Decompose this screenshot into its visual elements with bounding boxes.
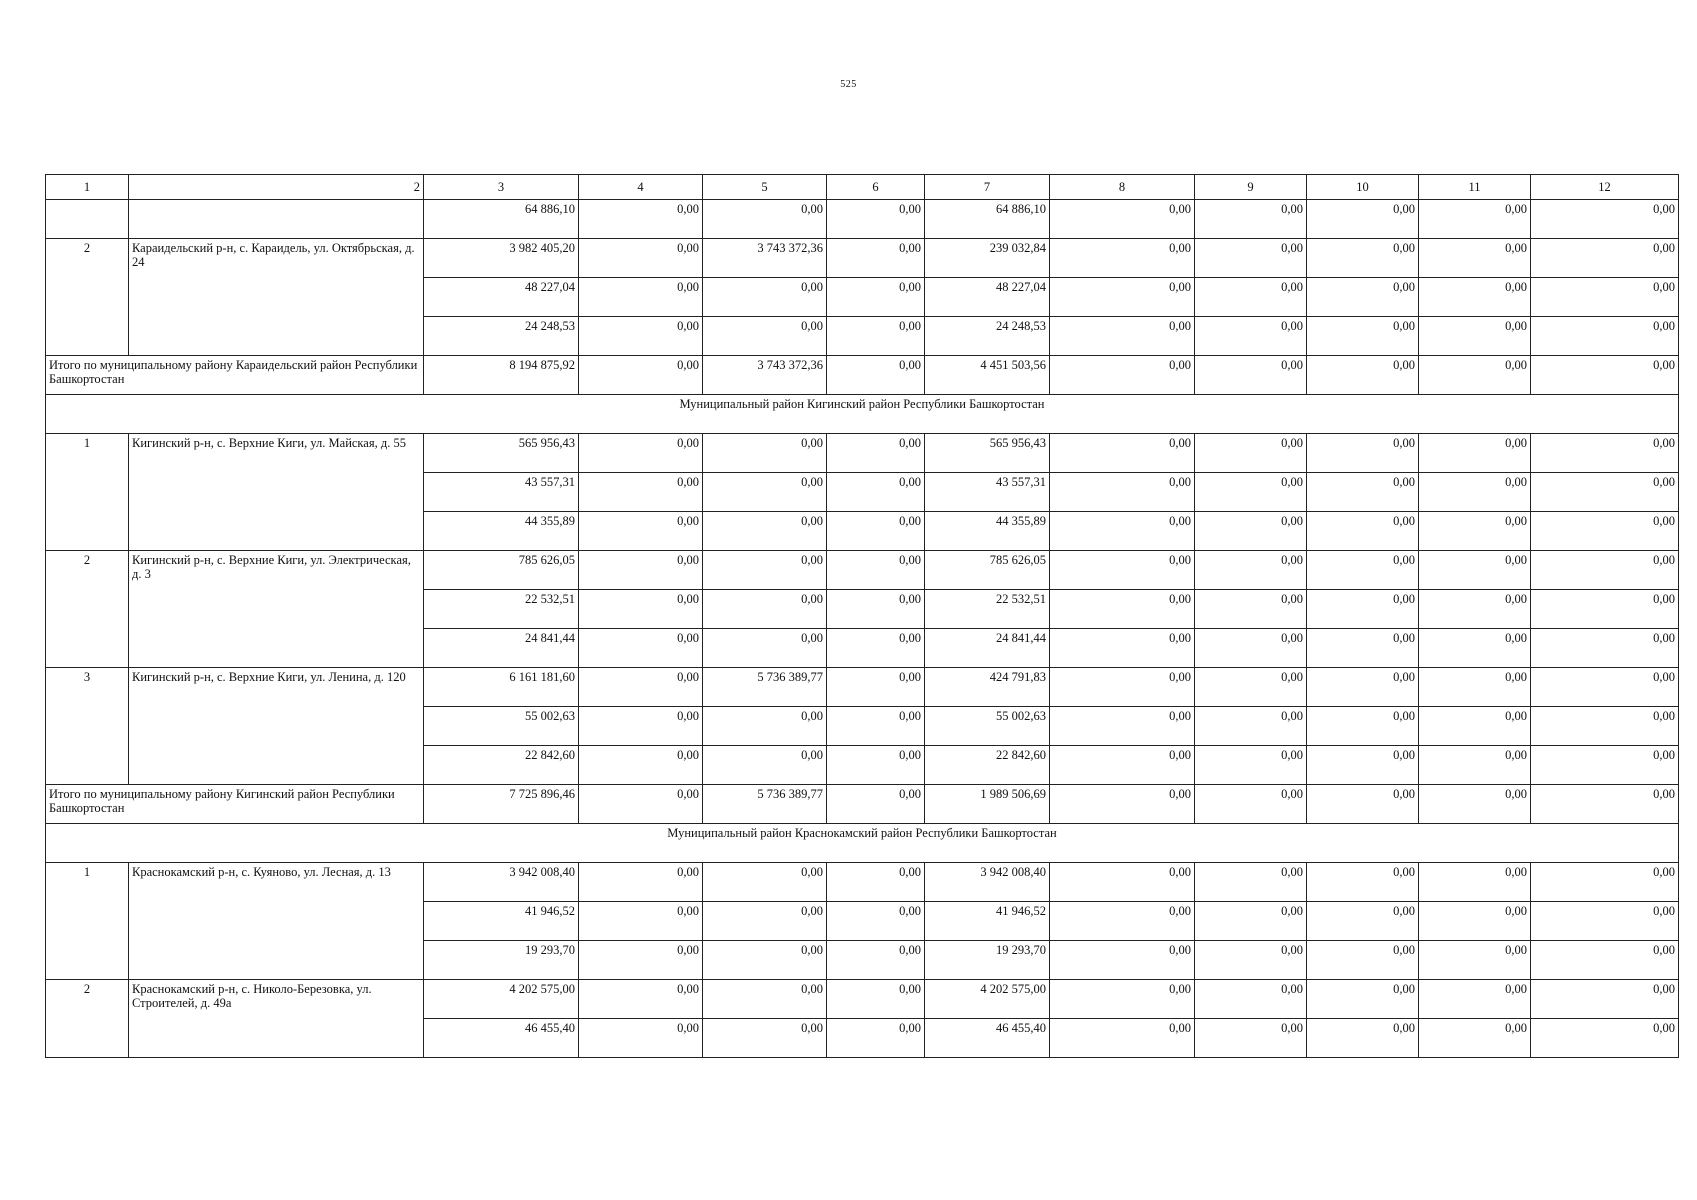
value-cell: 0,00	[579, 980, 703, 1019]
value-cell: 0,00	[827, 317, 925, 356]
column-header: 11	[1419, 175, 1531, 200]
value-cell: 0,00	[1531, 317, 1679, 356]
value-cell: 0,00	[1050, 668, 1195, 707]
value-cell: 0,00	[703, 434, 827, 473]
value-cell: 0,00	[827, 512, 925, 551]
value-cell: 0,00	[1531, 278, 1679, 317]
value-cell: 0,00	[1195, 629, 1307, 668]
value-cell: 0,00	[827, 434, 925, 473]
value-cell: 48 227,04	[925, 278, 1050, 317]
total-row	[46, 356, 1679, 395]
value-cell: 0,00	[1531, 902, 1679, 941]
value-cell: 0,00	[703, 278, 827, 317]
value-cell: 0,00	[1307, 551, 1419, 590]
value-cell: 22 532,51	[925, 590, 1050, 629]
value-cell: 22 532,51	[424, 590, 579, 629]
value-cell: 0,00	[1050, 629, 1195, 668]
value-cell: 0,00	[703, 473, 827, 512]
value-cell: 0,00	[1050, 746, 1195, 785]
value-cell: 0,00	[1195, 239, 1307, 278]
value-cell: 0,00	[1050, 200, 1195, 239]
table-row	[46, 239, 1679, 278]
value-cell: 0,00	[703, 902, 827, 941]
value-cell: 0,00	[1531, 941, 1679, 980]
value-cell: 0,00	[1307, 200, 1419, 239]
value-cell: 0,00	[827, 980, 925, 1019]
value-cell: 0,00	[1419, 512, 1531, 551]
value-cell: 0,00	[579, 863, 703, 902]
value-cell: 3 942 008,40	[925, 863, 1050, 902]
value-cell: 0,00	[1307, 902, 1419, 941]
value-cell: 0,00	[1195, 200, 1307, 239]
value-cell: 55 002,63	[424, 707, 579, 746]
value-cell: 43 557,31	[925, 473, 1050, 512]
value-cell: 0,00	[1419, 941, 1531, 980]
value-cell: 24 248,53	[424, 317, 579, 356]
value-cell: 22 842,60	[424, 746, 579, 785]
value-cell: 0,00	[1195, 785, 1307, 824]
value-cell: 0,00	[579, 512, 703, 551]
value-cell: 46 455,40	[424, 1019, 579, 1058]
value-cell: 0,00	[1195, 863, 1307, 902]
value-cell: 0,00	[579, 356, 703, 395]
table-row	[46, 668, 1679, 707]
value-cell: 0,00	[1050, 356, 1195, 395]
value-cell: 0,00	[827, 668, 925, 707]
value-cell: 0,00	[703, 200, 827, 239]
value-cell: 0,00	[703, 551, 827, 590]
value-cell: 0,00	[827, 239, 925, 278]
value-cell: 0,00	[703, 863, 827, 902]
value-cell: 0,00	[1419, 278, 1531, 317]
value-cell: 0,00	[1050, 1019, 1195, 1058]
value-cell: 0,00	[579, 941, 703, 980]
value-cell: 4 202 575,00	[925, 980, 1050, 1019]
value-cell: 0,00	[1531, 434, 1679, 473]
value-cell: 0,00	[1050, 902, 1195, 941]
value-cell: 44 355,89	[925, 512, 1050, 551]
value-cell: 0,00	[579, 551, 703, 590]
value-cell: 0,00	[827, 941, 925, 980]
value-cell: 0,00	[1419, 1019, 1531, 1058]
address-cell: Кигинский р-н, с. Верхние Киги, ул. Майская, д. 55	[129, 434, 424, 551]
table-row	[46, 434, 1679, 473]
value-cell: 19 293,70	[424, 941, 579, 980]
value-cell: 64 886,10	[424, 200, 579, 239]
value-cell: 0,00	[1531, 512, 1679, 551]
value-cell: 0,00	[1419, 785, 1531, 824]
value-cell: 19 293,70	[925, 941, 1050, 980]
index-cell: 1	[46, 863, 129, 980]
value-cell: 41 946,52	[925, 902, 1050, 941]
column-header: 7	[925, 175, 1050, 200]
value-cell: 0,00	[1419, 668, 1531, 707]
column-header: 5	[703, 175, 827, 200]
value-cell: 0,00	[1419, 746, 1531, 785]
budget-table	[45, 174, 1679, 1058]
value-cell: 0,00	[827, 785, 925, 824]
table-row	[46, 200, 1679, 239]
value-cell: 0,00	[1195, 512, 1307, 551]
value-cell: 0,00	[703, 629, 827, 668]
column-header: 8	[1050, 175, 1195, 200]
value-cell: 785 626,05	[925, 551, 1050, 590]
value-cell: 0,00	[703, 317, 827, 356]
value-cell: 0,00	[1419, 629, 1531, 668]
value-cell: 5 736 389,77	[703, 785, 827, 824]
value-cell: 0,00	[579, 239, 703, 278]
value-cell: 0,00	[579, 434, 703, 473]
value-cell: 0,00	[1195, 668, 1307, 707]
column-header: 3	[424, 175, 579, 200]
value-cell: 0,00	[1195, 356, 1307, 395]
table-row	[46, 980, 1679, 1019]
value-cell: 48 227,04	[424, 278, 579, 317]
value-cell: 0,00	[1050, 941, 1195, 980]
value-cell: 3 743 372,36	[703, 239, 827, 278]
value-cell: 0,00	[827, 629, 925, 668]
value-cell: 0,00	[1050, 317, 1195, 356]
total-label: Итого по муниципальному району Кигинский район Республики Башкортостан	[46, 785, 424, 824]
value-cell: 0,00	[1195, 746, 1307, 785]
value-cell: 4 451 503,56	[925, 356, 1050, 395]
section-title: Муниципальный район Краснокамский район Республики Башкортостан	[46, 824, 1679, 863]
value-cell: 0,00	[1195, 317, 1307, 356]
value-cell: 0,00	[1531, 239, 1679, 278]
value-cell: 0,00	[827, 278, 925, 317]
value-cell: 565 956,43	[925, 434, 1050, 473]
value-cell: 0,00	[827, 590, 925, 629]
value-cell: 0,00	[1419, 902, 1531, 941]
address-cell: Кигинский р-н, с. Верхние Киги, ул. Ленина, д. 120	[129, 668, 424, 785]
table-row	[46, 551, 1679, 590]
value-cell: 0,00	[1419, 239, 1531, 278]
value-cell: 0,00	[703, 1019, 827, 1058]
value-cell: 0,00	[1307, 668, 1419, 707]
value-cell: 0,00	[1307, 980, 1419, 1019]
column-header: 2	[129, 175, 424, 200]
value-cell: 0,00	[579, 902, 703, 941]
value-cell: 565 956,43	[424, 434, 579, 473]
value-cell: 0,00	[1307, 512, 1419, 551]
address-cell: Краснокамский р-н, с. Николо-Березовка, ул. Строителей, д. 49а	[129, 980, 424, 1058]
value-cell: 0,00	[1050, 707, 1195, 746]
value-cell: 0,00	[1307, 1019, 1419, 1058]
section-row	[46, 824, 1679, 863]
section-title: Муниципальный район Кигинский район Республики Башкортостан	[46, 395, 1679, 434]
index-cell: 3	[46, 668, 129, 785]
address-cell: Кигинский р-н, с. Верхние Киги, ул. Электрическая, д. 3	[129, 551, 424, 668]
value-cell: 41 946,52	[424, 902, 579, 941]
column-header: 4	[579, 175, 703, 200]
value-cell: 0,00	[1307, 356, 1419, 395]
value-cell: 0,00	[1050, 590, 1195, 629]
total-row	[46, 785, 1679, 824]
header-row	[46, 175, 1679, 200]
value-cell: 1 989 506,69	[925, 785, 1050, 824]
index-cell: 2	[46, 980, 129, 1058]
index-cell: 1	[46, 434, 129, 551]
value-cell: 0,00	[1195, 902, 1307, 941]
value-cell: 0,00	[1050, 863, 1195, 902]
value-cell: 0,00	[1050, 278, 1195, 317]
value-cell: 0,00	[1195, 980, 1307, 1019]
value-cell: 3 982 405,20	[424, 239, 579, 278]
value-cell: 0,00	[1531, 551, 1679, 590]
value-cell: 0,00	[703, 941, 827, 980]
value-cell: 0,00	[1531, 473, 1679, 512]
value-cell: 0,00	[1195, 941, 1307, 980]
value-cell: 0,00	[1050, 473, 1195, 512]
value-cell: 0,00	[579, 629, 703, 668]
value-cell: 0,00	[1419, 707, 1531, 746]
value-cell: 0,00	[827, 902, 925, 941]
value-cell: 0,00	[1531, 707, 1679, 746]
value-cell: 0,00	[703, 746, 827, 785]
value-cell: 239 032,84	[925, 239, 1050, 278]
value-cell: 0,00	[579, 785, 703, 824]
value-cell: 0,00	[1307, 941, 1419, 980]
value-cell: 5 736 389,77	[703, 668, 827, 707]
section-row	[46, 395, 1679, 434]
column-header: 12	[1531, 175, 1679, 200]
value-cell: 0,00	[1307, 746, 1419, 785]
value-cell: 0,00	[1050, 239, 1195, 278]
column-header: 10	[1307, 175, 1419, 200]
value-cell: 0,00	[1419, 551, 1531, 590]
address-cell: Караидельский р-н, с. Караидель, ул. Октябрьская, д. 24	[129, 239, 424, 356]
value-cell: 0,00	[1531, 200, 1679, 239]
value-cell: 0,00	[579, 707, 703, 746]
value-cell: 0,00	[1050, 434, 1195, 473]
value-cell: 0,00	[1531, 668, 1679, 707]
value-cell: 46 455,40	[925, 1019, 1050, 1058]
index-cell: 2	[46, 239, 129, 356]
value-cell: 0,00	[827, 551, 925, 590]
value-cell: 4 202 575,00	[424, 980, 579, 1019]
value-cell: 0,00	[1307, 317, 1419, 356]
value-cell: 0,00	[1531, 785, 1679, 824]
value-cell: 0,00	[1307, 239, 1419, 278]
value-cell: 0,00	[827, 473, 925, 512]
value-cell: 24 841,44	[424, 629, 579, 668]
value-cell: 0,00	[1307, 590, 1419, 629]
value-cell: 0,00	[1195, 1019, 1307, 1058]
page-number: 525	[840, 79, 857, 90]
value-cell: 0,00	[827, 1019, 925, 1058]
column-header: 9	[1195, 175, 1307, 200]
value-cell: 0,00	[827, 356, 925, 395]
value-cell: 3 743 372,36	[703, 356, 827, 395]
value-cell: 6 161 181,60	[424, 668, 579, 707]
value-cell: 0,00	[579, 590, 703, 629]
value-cell: 0,00	[1531, 863, 1679, 902]
value-cell: 0,00	[1531, 629, 1679, 668]
value-cell: 43 557,31	[424, 473, 579, 512]
value-cell: 0,00	[1531, 590, 1679, 629]
value-cell: 0,00	[1419, 200, 1531, 239]
value-cell: 0,00	[1419, 863, 1531, 902]
value-cell: 0,00	[1307, 629, 1419, 668]
value-cell: 0,00	[1419, 590, 1531, 629]
value-cell: 22 842,60	[925, 746, 1050, 785]
value-cell: 0,00	[1531, 1019, 1679, 1058]
value-cell: 64 886,10	[925, 200, 1050, 239]
value-cell: 0,00	[1307, 707, 1419, 746]
value-cell: 0,00	[1531, 980, 1679, 1019]
value-cell: 0,00	[827, 746, 925, 785]
value-cell: 0,00	[1307, 473, 1419, 512]
value-cell: 0,00	[579, 668, 703, 707]
value-cell: 424 791,83	[925, 668, 1050, 707]
value-cell: 0,00	[1419, 980, 1531, 1019]
value-cell: 0,00	[703, 512, 827, 551]
value-cell: 0,00	[1050, 512, 1195, 551]
value-cell: 0,00	[1419, 317, 1531, 356]
value-cell: 0,00	[579, 1019, 703, 1058]
column-header: 1	[46, 175, 129, 200]
value-cell: 0,00	[1195, 590, 1307, 629]
value-cell: 0,00	[703, 590, 827, 629]
value-cell: 0,00	[1050, 785, 1195, 824]
value-cell: 7 725 896,46	[424, 785, 579, 824]
address-cell	[129, 200, 424, 239]
value-cell: 44 355,89	[424, 512, 579, 551]
value-cell: 0,00	[579, 200, 703, 239]
value-cell: 0,00	[579, 278, 703, 317]
value-cell: 0,00	[1307, 785, 1419, 824]
value-cell: 8 194 875,92	[424, 356, 579, 395]
value-cell: 0,00	[827, 863, 925, 902]
value-cell: 0,00	[703, 707, 827, 746]
value-cell: 3 942 008,40	[424, 863, 579, 902]
value-cell: 0,00	[1195, 434, 1307, 473]
value-cell: 785 626,05	[424, 551, 579, 590]
table-row	[46, 863, 1679, 902]
value-cell: 0,00	[1531, 356, 1679, 395]
value-cell: 0,00	[1195, 551, 1307, 590]
total-label: Итого по муниципальному району Караидельский район Республики Башкортостан	[46, 356, 424, 395]
value-cell: 0,00	[1531, 746, 1679, 785]
value-cell: 0,00	[827, 707, 925, 746]
value-cell: 0,00	[1307, 278, 1419, 317]
value-cell: 0,00	[579, 473, 703, 512]
value-cell: 0,00	[1419, 434, 1531, 473]
value-cell: 0,00	[1195, 473, 1307, 512]
value-cell: 0,00	[1195, 278, 1307, 317]
address-cell: Краснокамский р-н, с. Куяново, ул. Лесная, д. 13	[129, 863, 424, 980]
value-cell: 55 002,63	[925, 707, 1050, 746]
value-cell: 24 841,44	[925, 629, 1050, 668]
index-cell	[46, 200, 129, 239]
value-cell: 0,00	[1195, 707, 1307, 746]
index-cell: 2	[46, 551, 129, 668]
column-header: 6	[827, 175, 925, 200]
value-cell: 0,00	[579, 746, 703, 785]
value-cell: 0,00	[1050, 980, 1195, 1019]
value-cell: 0,00	[1419, 473, 1531, 512]
value-cell: 0,00	[579, 317, 703, 356]
value-cell: 0,00	[1050, 551, 1195, 590]
value-cell: 0,00	[703, 980, 827, 1019]
value-cell: 0,00	[1419, 356, 1531, 395]
value-cell: 0,00	[1307, 434, 1419, 473]
value-cell: 0,00	[1307, 863, 1419, 902]
value-cell: 24 248,53	[925, 317, 1050, 356]
value-cell: 0,00	[827, 200, 925, 239]
